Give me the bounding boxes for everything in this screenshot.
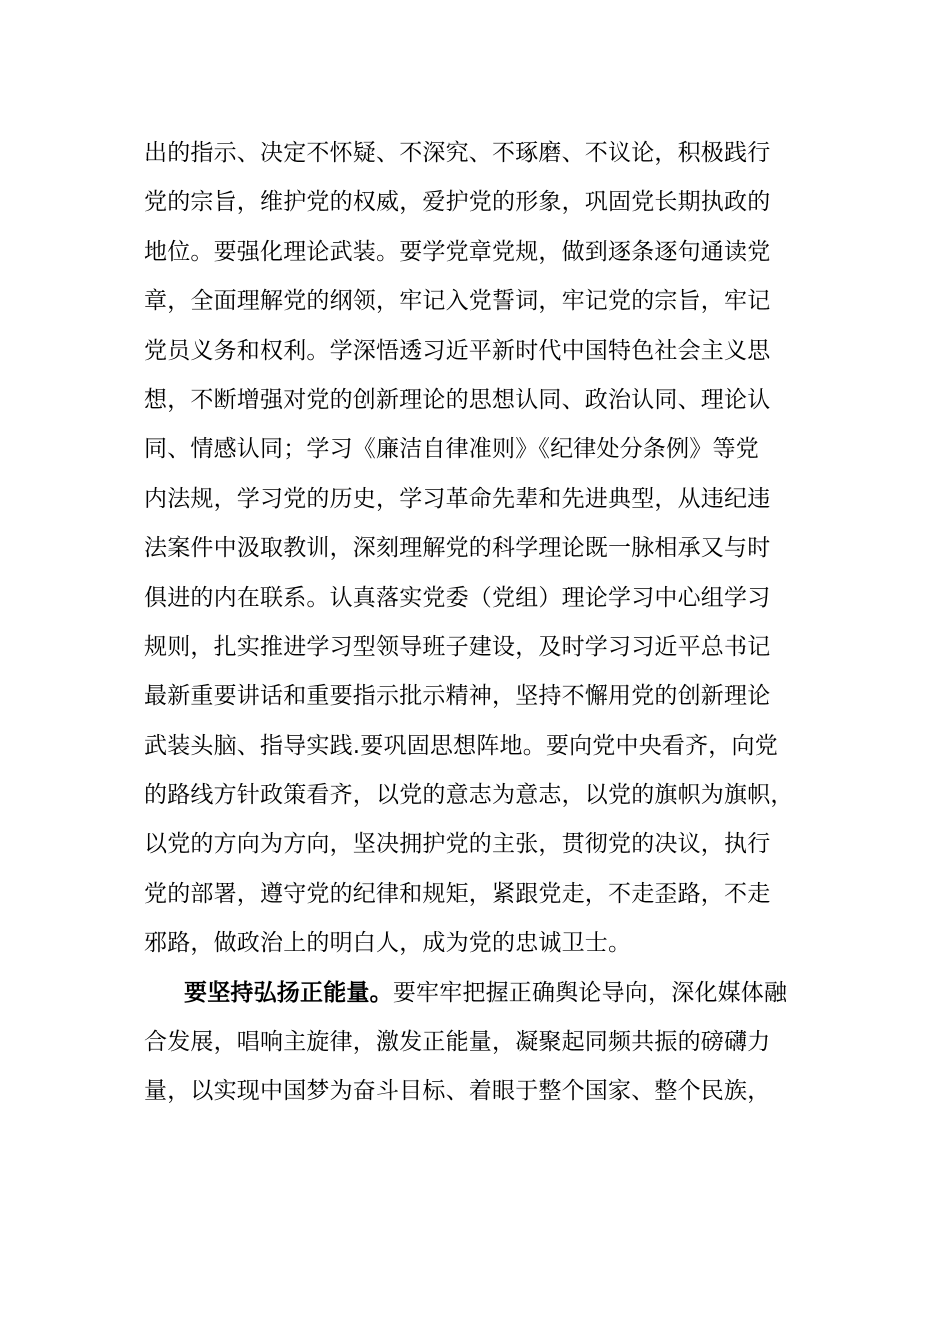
paragraph-line: 党员义务和权利。学深悟透习近平新时代中国特色社会主义思 xyxy=(144,337,771,364)
paragraph-line: 以党的方向为方向，坚决拥护党的主张，贯彻党的决议，执行 xyxy=(144,831,771,858)
paragraph-line: 的路线方针政策看齐，以党的意志为意志，以党的旗帜为旗帜， xyxy=(144,782,794,809)
paragraph-line: 党的宗旨，维护党的权威，爱护党的形象，巩固党长期执政的 xyxy=(144,189,771,216)
paragraph-line: 武装头脑、指导实践.要巩固思想阵地。要向党中央看齐，向党 xyxy=(144,732,778,759)
paragraph-line: 邪路，做政治上的明白人，成为党的忠诚卫士。 xyxy=(144,930,632,957)
paragraph-line: 地位。要强化理论武装。要学党章党规，做到逐条逐句通读党 xyxy=(144,238,771,265)
paragraph-line: 最新重要讲话和重要指示批示精神，坚持不懈用党的创新理论 xyxy=(144,683,771,710)
paragraph-first-line xyxy=(144,969,824,1018)
paragraph-text: 要牢牢把握正确舆论导向，深化媒体融 xyxy=(392,979,788,1006)
paragraph-line: 党的部署，遵守党的纪律和规矩，紧跟党走，不走歪路，不走 xyxy=(144,880,771,907)
paragraph-line: 同、情感认同；学习《廉洁自律准则》《纪律处分条例》等党 xyxy=(144,436,759,463)
paragraph-line: 俱进的内在联系。认真落实党委（党组）理论学习中心组学习 xyxy=(144,584,771,611)
paragraph-line: 出的指示、决定不怀疑、不深究、不琢磨、不议论，积极践行 xyxy=(144,140,771,166)
paragraph-line: 想，不断增强对党的创新理论的思想认同、政治认同、理论认 xyxy=(144,386,771,413)
body-text xyxy=(144,129,824,1117)
paragraph-line: 章，全面理解党的纲领，牢记入党誓词，牢记党的宗旨，牢记 xyxy=(144,288,771,315)
paragraph-line: 法案件中汲取教训，深刻理解党的科学理论既一脉相承又与时 xyxy=(144,535,771,562)
paragraph-line: 规则，扎实推进学习型领导班子建设，及时学习习近平总书记 xyxy=(144,633,771,660)
paragraph-line: 合发展，唱响主旋律，激发正能量，凝聚起同频共振的磅礴力 xyxy=(144,1029,771,1056)
paragraph-line: 内法规，学习党的历史，学习革命先辈和先进典型，从违纪违 xyxy=(144,485,771,512)
section-heading: 要坚持弘扬正能量。 xyxy=(184,979,393,1006)
paragraph-line: 量，以实现中国梦为奋斗目标、着眼于整个国家、整个民族， xyxy=(144,1078,771,1105)
